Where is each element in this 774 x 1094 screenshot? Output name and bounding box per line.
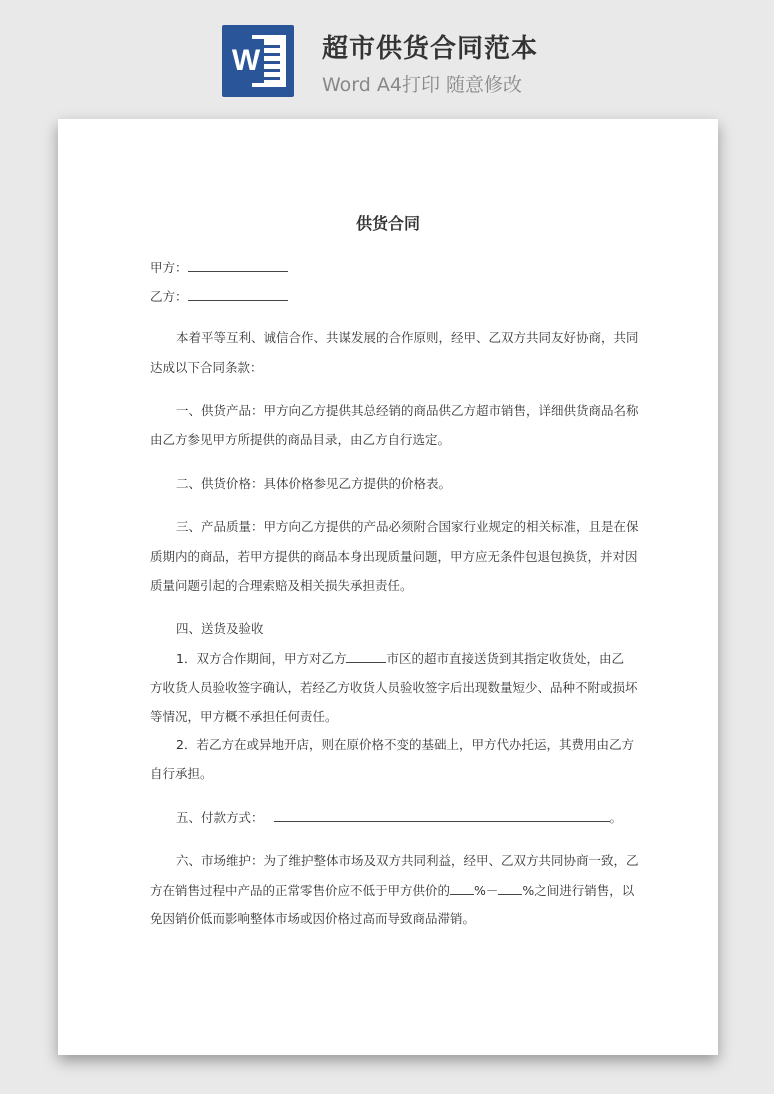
- clause4-1-line-2: 方收货人员验收签字确认，若经乙方收货人员验收签字后出现数量短少、品种不附或损坏: [150, 680, 638, 695]
- clause4-2-line-2: 自行承担。: [150, 766, 213, 781]
- clause1-line-2: 由乙方参见甲方所提供的商品目录，由乙方自行选定。: [150, 432, 451, 447]
- clause4-1-line-1: [176, 650, 656, 667]
- banner-title: 超市供货合同范本: [322, 34, 539, 64]
- clause3-line-2: 质期内的商品，若甲方提供的商品本身出现质量问题，甲方应无条件包退包换货，并对因: [150, 549, 638, 564]
- banner-subtitle: Word A4打印 随意修改: [322, 74, 523, 96]
- clause4-1-text-b: 市区的超市直接送货到其指定收货处，由乙: [386, 651, 624, 666]
- max-percent-blank[interactable]: [498, 882, 522, 895]
- intro-line-1: 本着平等互利、诚信合作、共谋发展的合作原则，经甲、乙双方共同友好协商，共同: [176, 330, 639, 345]
- clause3-line-1: 三、产品质量：甲方向乙方提供的产品必须附合国家行业规定的相关标准，且是在保: [176, 519, 639, 534]
- party-a-blank[interactable]: [188, 259, 288, 272]
- clause6-line-2: [150, 882, 635, 899]
- word-icon: [222, 25, 294, 97]
- banner: [0, 0, 774, 118]
- clause5-end: 。: [609, 810, 623, 825]
- word-icon-letter: W: [228, 39, 264, 83]
- party-b-blank[interactable]: [188, 288, 288, 301]
- payment-method-blank[interactable]: [274, 809, 610, 822]
- clause2-line: 二、供货价格：具体价格参见乙方提供的价格表。: [176, 476, 452, 491]
- clause3-line-3: 质量问题引起的合理索赔及相关损失承担责任。: [150, 578, 413, 593]
- city-blank[interactable]: [346, 650, 386, 663]
- party-b-line: [150, 288, 630, 305]
- clause6-line-1: 六、市场维护：为了维护整体市场及双方共同利益，经甲、乙双方共同协商一致，乙: [176, 853, 639, 868]
- clause4-2-line-1: 2．若乙方在或异地开店，则在原价格不变的基础上，甲方代办托运，其费用由乙方: [176, 737, 634, 752]
- clause4-1-text-a: 1．双方合作期间，甲方对乙方: [176, 651, 347, 666]
- party-a-line: [150, 259, 630, 276]
- clause6-text-b: %－: [474, 883, 499, 898]
- min-percent-blank[interactable]: [450, 882, 474, 895]
- document-page: [58, 119, 718, 1055]
- clause6-line-3: 免因销价低而影响整体市场或因价格过高而导致商品滞销。: [150, 911, 476, 926]
- clause6-text-a: 方在销售过程中产品的正常零售价应不低于甲方供价的: [150, 883, 451, 898]
- clause5-line: [176, 809, 656, 826]
- watermark: ​: [77, 483, 99, 505]
- party-b-label: 乙方：: [150, 289, 188, 304]
- clause1-line-1: 一、供货产品：甲方向乙方提供其总经销的商品供乙方超市销售，详细供货商品名称: [176, 403, 639, 418]
- party-a-label: 甲方：: [150, 260, 188, 275]
- document-title: 供货合同: [355, 214, 420, 233]
- clause4-1-line-3: 等情况，甲方概不承担任何责任。: [150, 709, 338, 724]
- clause4-heading: 四、送货及验收: [176, 621, 264, 636]
- clause6-text-c: %之间进行销售，以: [522, 883, 635, 898]
- clause5-label: 五、付款方式：: [176, 810, 264, 825]
- intro-line-2: 达成以下合同条款：: [150, 360, 263, 375]
